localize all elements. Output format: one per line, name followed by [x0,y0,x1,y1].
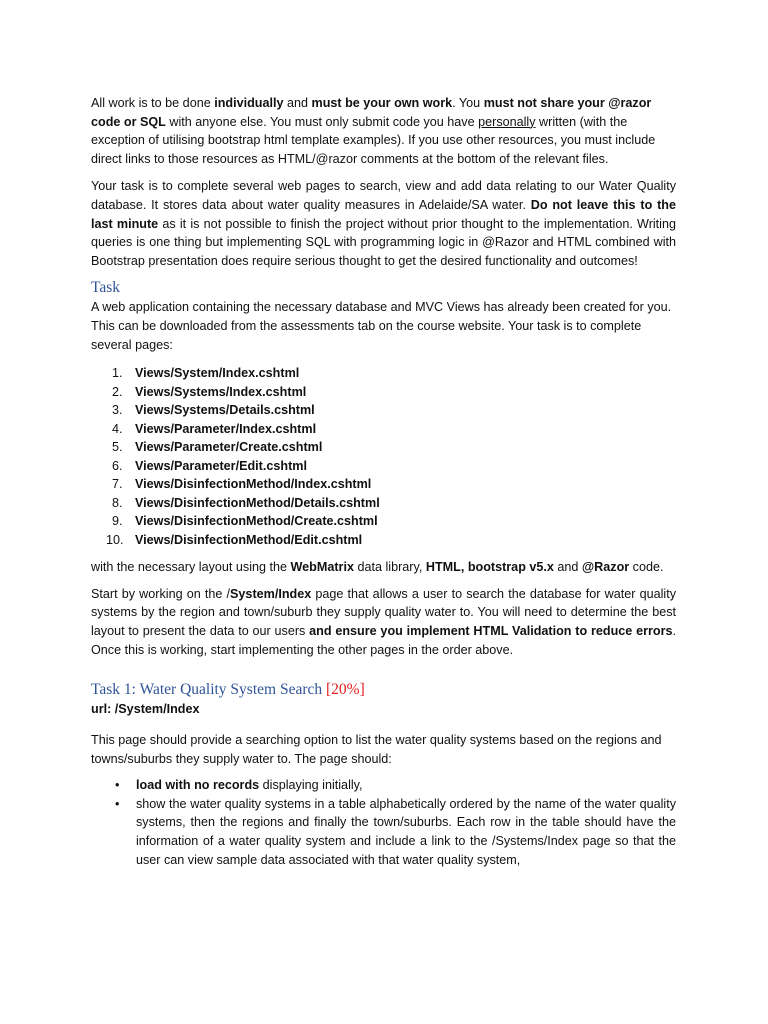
pages-list-item [91,401,676,420]
requirement-item [91,776,676,795]
list-number: 5. [112,440,123,455]
text-run: . Once this is working, start implementing the other pages in the order above. [91,623,676,657]
text-run: Your task is to complete several web pages to search, view and add data relating to our Water Quality database. It stores data about water quality measures in Adelaide/SA water. [91,179,676,212]
pages-list [91,364,676,549]
list-file: Views/Systems/Index.cshtml [135,384,307,399]
task1-paragraph: This page should provide a searching option to list the water quality systems based on the regions and towns/suburbs they supply water to. The page should: [91,733,662,766]
bold-run: must not share your @razor code or SQL [91,96,652,129]
task-heading: Task [91,279,121,297]
task-paragraph: A web application containing the necessary database and MVC Views has already been created for you. This can be downloaded from the assessments tab on the course website. Your task is to complete several pages: [91,300,672,352]
text-run: with anyone else. You must only submit code you have [165,114,479,129]
requirements-list [91,776,676,869]
list-file: Views/Parameter/Edit.cshtml [135,458,307,473]
pages-list-item [91,383,676,402]
list-number: 8. [112,495,123,510]
list-number: 7. [112,477,123,492]
text-run: with the necessary layout using the [91,560,291,575]
bullet-icon: • [115,778,120,793]
task1-weight: [20%] [326,681,365,699]
list-file: Views/Parameter/Index.cshtml [135,421,317,436]
list-number: 6. [112,458,123,473]
list-number: 3. [112,403,123,418]
text-run: All work is to be done [91,96,215,110]
bold-run: Do not leave this to the last minute [91,197,676,231]
text-run: displaying initially, [259,778,363,793]
pages-list-item [91,457,676,476]
pages-list-item [91,512,676,531]
bold-run: System/Index [230,586,312,601]
task1-heading-text: Task 1: Water Quality System Search [91,681,326,699]
task1-heading [91,680,676,700]
bold-run: and ensure you implement HTML Validation to reduce errors [309,623,673,638]
pages-list-item [91,438,676,457]
pages-list-item [91,364,676,383]
list-file: Views/DisinfectionMethod/Details.cshtml [135,495,380,510]
text-run: page that allows a user to search the database for water quality systems by the region and town/suburb they supply quality water to. You will need to determine the best layout to present the data to our users [91,586,676,638]
list-number: 9. [112,514,123,529]
start-paragraph [91,585,676,659]
bullet-icon: • [115,796,120,811]
list-file: Views/DisinfectionMethod/Edit.cshtml [135,532,363,547]
list-file: Views/Parameter/Create.cshtml [135,440,323,455]
list-file: Views/DisinfectionMethod/Index.cshtml [135,477,372,492]
text-run: and [283,96,312,110]
text-run: . You [452,96,484,110]
requirement-item [91,795,676,869]
text-run: Start by working on the / [91,586,231,601]
bold-run: individually [214,96,284,110]
underlined-run: personally [478,114,536,129]
pages-list-item [91,420,676,439]
list-number: 4. [112,421,123,436]
text-run: as it is not possible to finish the project without prior thought to the implementation. Writing queries is one thing but implementing SQL with programming logic in @Razor and HTML combined with Bootstrap presentation does require serious thought to get the desired functionality and outcomes! [91,216,676,268]
task1-url: url: /System/Index [91,702,200,717]
pages-list-item [91,494,676,513]
text-run: and [553,560,582,575]
list-file: Views/DisinfectionMethod/Create.cshtml [135,514,378,529]
bold-run: @Razor [581,560,630,575]
text-run: data library, [353,560,426,575]
list-file: Views/System/Index.cshtml [135,366,300,381]
intro-paragraph-2 [91,177,676,270]
layout-paragraph [91,558,676,577]
pages-list-item [91,475,676,494]
text-run: show the water quality systems in a table alphabetically ordered by the name of the water quality systems, then the regions and finally the town/suburbs. Each row in the table should have the information of a water quality system and include a link to the /Systems/Index page so that the user can view sample data associated with that water quality system, [136,796,676,867]
list-file: Views/Systems/Details.cshtml [135,403,315,418]
bold-run: WebMatrix [290,560,354,575]
list-number: 10. [106,532,124,547]
pages-list-item [91,531,676,550]
bold-run: HTML, bootstrap v5.x [425,560,554,575]
text-run: code. [629,560,664,575]
bold-run: must be your own work [311,96,453,110]
list-number: 2. [112,384,123,399]
list-number: 1. [112,366,123,381]
text-run: written (with the exception of utilising bootstrap html template examples). If you use other resources, you must include direct links to those resources as HTML/@razor comments at the bottom of the relevant files. [91,114,656,166]
intro-paragraph-1 [91,94,676,168]
bold-run: load with no records [136,778,260,793]
